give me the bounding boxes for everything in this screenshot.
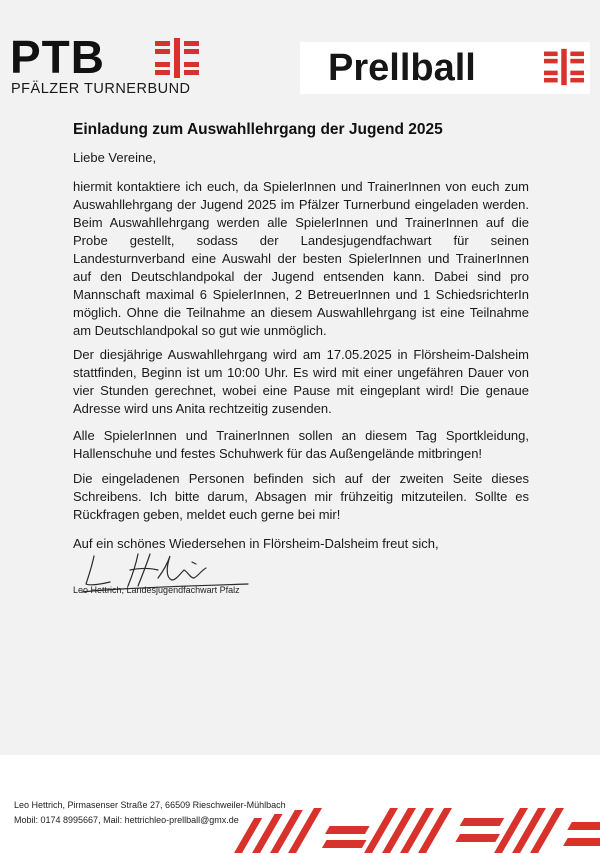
ptb-logo — [10, 31, 200, 98]
ptb-subtitle: PFÄLZER TURNERBUND — [11, 81, 191, 97]
prellball-logo-text: Prellball — [328, 47, 476, 89]
turner-cross-watermark-icon — [230, 808, 600, 853]
paragraph-equipment: Alle SpielerInnen und TrainerInnen sollen an diesem Tag Sportkleidung, Hallenschuhe und festes Schuhwerk für das Außengelände mitbringen! — [73, 428, 529, 461]
letter-title: Einladung zum Auswahllehrgang der Jugend 2025 — [73, 121, 443, 138]
salutation: Liebe Vereine, — [73, 150, 157, 165]
prellball-logo — [300, 42, 590, 94]
signatory-name: Leo Hettrich, Landesjugendfachwart Pfalz — [73, 585, 240, 595]
paragraph-date-details: Der diesjährige Auswahllehrgang wird am 17.05.2025 in Flörsheim-Dalsheim stattfinden, Beginn ist um 10:00 Uhr. Es wird mit einer ungefähren Dauer von vier Stunden gerechnet, wobei eine Pause mit eingeplant wird! Die genaue Adresse wird uns Anita rechtzeitig zusenden. — [73, 347, 529, 416]
footer-contact: Mobil: 0174 8995667, Mail: hettrichleo-prellball@gmx.de — [14, 815, 239, 825]
turner-cross-icon — [155, 38, 199, 78]
paragraph-invitation: hiermit kontaktiere ich euch, da SpielerInnen und TrainerInnen von euch zum Auswahllehrgang der Jugend 2025 im Pfälzer Turnerbund eingeladen werden. Beim Auswahllehrgang werden alle SpielerInnen und TrainerInnen auf die Probe gestellt, sodass der Landesjugendfachwart für seinen Landesturnverband eine Auswahl der besten SpielerInnen und TrainerInnen auf den Deutschlandpokal der Jugend entsenden kann. Dabei sind pro Mannschaft maximal 6 SpielerInnen, 2 BetreuerInnen und 1 SchiedsrichterIn möglich. Ohne die Teilnahme an diesem Auswahllehrgang ist eine Teilnahme am Deutschlandpokal so gut wie unmöglich. — [73, 179, 529, 338]
footer-address: Leo Hettrich, Pirmasenser Straße 27, 66509 Rieschweiler-Mühlbach — [14, 800, 286, 810]
turner-cross-icon — [544, 48, 584, 86]
paragraph-closing: Auf ein schönes Wiedersehen in Flörsheim-Dalsheim freut sich, — [73, 536, 439, 551]
ptb-logo-text: PTB — [10, 31, 105, 83]
paragraph-invitees: Die eingeladenen Personen befinden sich auf der zweiten Seite dieses Schreibens. Ich bitte darum, Absagen mir frühzeitig mitzuteilen. Sollte es Rückfragen geben, meldet euch gerne bei mir! — [73, 471, 529, 522]
